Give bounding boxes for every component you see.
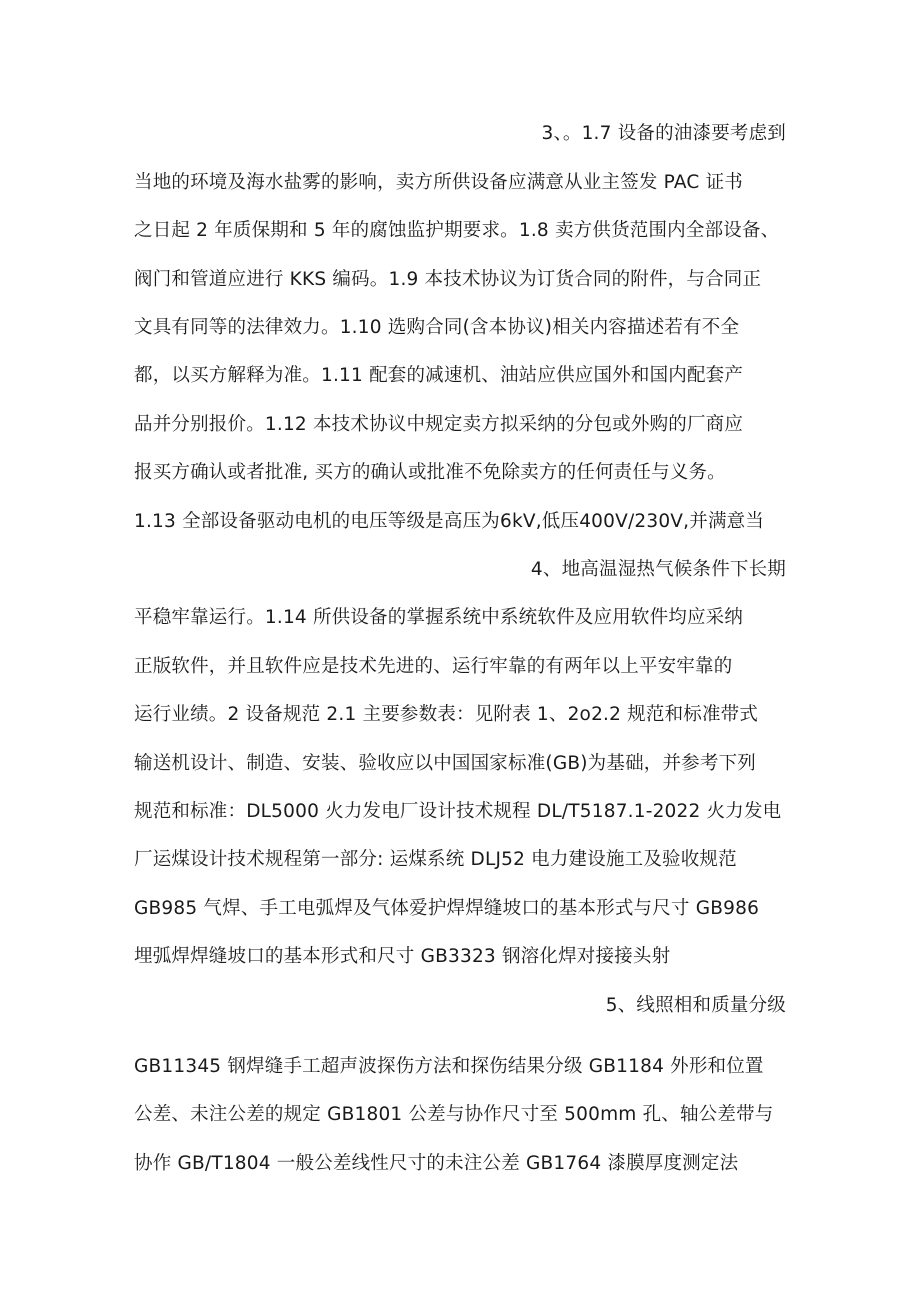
text-line-3: 之日起 2 年质保期和 5 年的腐蚀监护期要求。1.8 卖方供货范围内全部设备、 <box>134 220 780 241</box>
text-line-8: 报买方确认或者批准, 买方的确认或批准不免除卖方的任何责任与义务。 <box>134 462 726 483</box>
text-line-22: 协作 GB/T1804 一般公差线性尺寸的未注公差 GB1764 漆膜厚度测定法 <box>134 1153 739 1174</box>
text-line-15: 规范和标准：DL5000 火力发电厂设计技术规程 DL/T5187.1-2022 火力发电 <box>134 801 782 822</box>
text-line-13: 运行业绩。2 设备规范 2.1 主要参数表：见附表 1、2o2.2 规范和标准带式 <box>134 704 759 725</box>
text-line-10: 4、地高温湿热气候条件下长期 <box>530 559 786 580</box>
text-line-18: 埋弧焊焊缝坡口的基本形式和尺寸 GB3323 钢溶化焊对接接头射 <box>134 946 671 967</box>
text-line-21: 公差、未注公差的规定 GB1801 公差与协作尺寸至 500mm 孔、轴公差带与 <box>134 1104 774 1125</box>
text-line-20: GB11345 钢焊缝手工超声波探伤方法和探伤结果分级 GB1184 外形和位置 <box>134 1056 764 1077</box>
text-line-6: 都，以买方解释为准。1.11 配套的减速机、油站应供应国外和国内配套产 <box>134 365 744 386</box>
text-line-11: 平稳牢靠运行。1.14 所供设备的掌握系统中系统软件及应用软件均应采纳 <box>134 607 744 628</box>
text-line-9: 1.13 全部设备驱动电机的电压等级是高压为6kV,低压400V/230V,并满意当 <box>134 511 765 532</box>
text-line-5: 文具有同等的法律效力。1.10 选购合同(含本协议)相关内容描述若有不全 <box>134 317 740 338</box>
text-line-7: 品并分别报价。1.12 本技术协议中规定卖方拟采纳的分包或外购的厂商应 <box>134 414 744 435</box>
text-line-16: 厂运煤设计技术规程第一部分: 运煤系统 DLJ52 电力建设施工及验收规范 <box>134 849 737 870</box>
text-line-2: 当地的环境及海水盐雾的影响，卖方所供设备应满意从业主签发 PAC 证书 <box>134 172 743 193</box>
text-line-14: 输送机设计、制造、安装、验收应以中国国家标准(GB)为基础，并参考下列 <box>134 753 756 774</box>
text-line-4: 阀门和管道应进行 KKS 编码。1.9 本技术协议为订货合同的附件，与合同正 <box>134 269 762 290</box>
text-line-1: 3、。1.7 设备的油漆要考虑到 <box>541 123 786 144</box>
text-line-12: 正版软件，并且软件应是技术先进的、运行牢靠的有两年以上平安牢靠的 <box>134 656 733 677</box>
text-line-17: GB985 气焊、手工电弧焊及气体爱护焊焊缝坡口的基本形式与尺寸 GB986 <box>134 898 760 919</box>
text-line-19: 5、线照相和质量分级 <box>605 995 786 1016</box>
